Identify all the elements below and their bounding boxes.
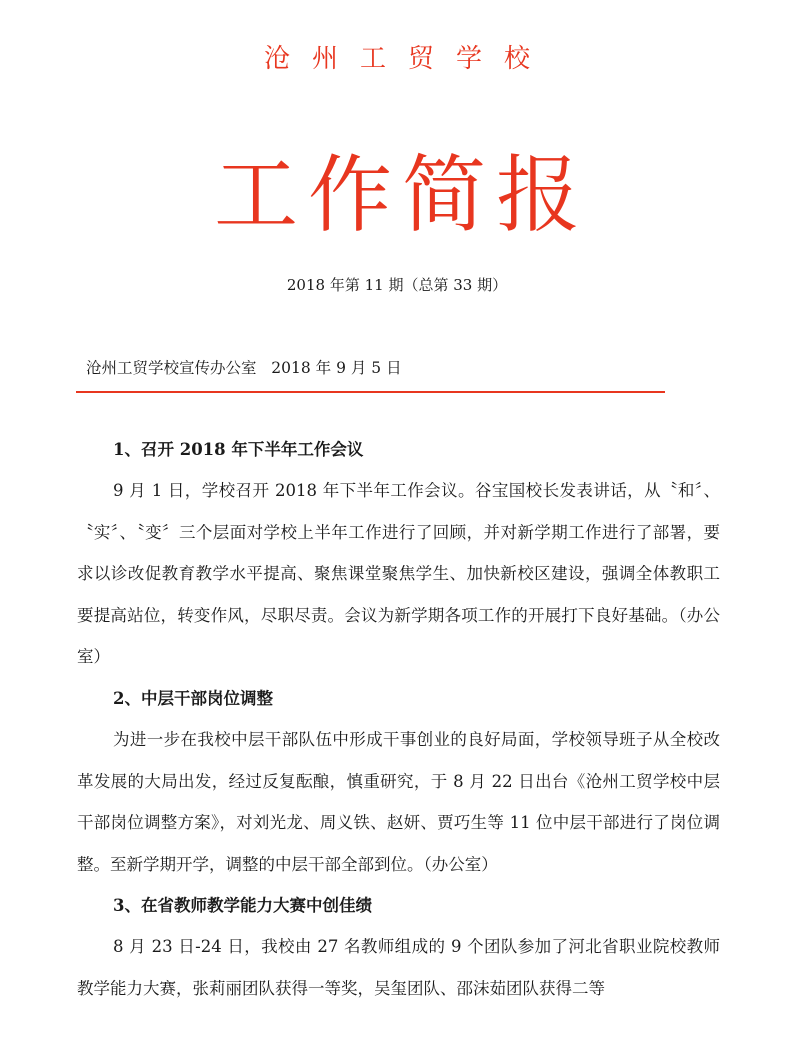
red-divider <box>76 391 665 393</box>
section-body: 8 月 23 日-24 日，我校由 27 名教师组成的 9 个团队参加了河北省职业院校教师教学能力大赛，张莉丽团队获得一等奖，吴玺团队、邵沫茹团队获得二等 <box>77 937 720 998</box>
issue-number: 2018 年第 11 期（总第 33 期） <box>286 276 508 294</box>
bulletin-content <box>77 429 720 1010</box>
section-heading: 2、中层干部岗位调整 <box>113 688 273 708</box>
publisher-and-date: 沧州工贸学校宣传办公室 2018 年 9 月 5 日 <box>86 359 402 377</box>
section-heading: 1、召开 2018 年下半年工作会议 <box>113 440 364 459</box>
section-body: 为进一步在我校中层干部队伍中形成干事创业的良好局面，学校领导班子从全校改革发展的大局出发，经过反复酝酿，慎重研究，于 8 月 22 日出台《沧州工贸学校中层干部岗位调整方案》，对刘光龙、周义铁、赵妍、贾巧生等 11 位中层干部进行了岗位调整。至新学期开学，调整的中层干部全部到位。（办公室） <box>77 729 720 874</box>
bulletin-title: 工作简报 <box>213 146 590 244</box>
section-body: 9 月 1 日，学校召开 2018 年下半年工作会议。谷宝国校长发表讲话，从〝和〞、〝实〞、〝变〞三个层面对学校上半年工作进行了回顾，并对新学期工作进行了部署，要求以诊改促教育教学水平提高、聚焦课堂聚焦学生、加快新校区建设，强调全体教职工要提高站位，转变作风，尽职尽责。会议为新学期各项工作的开展打下良好基础。（办公室） <box>77 481 720 667</box>
section-heading: 3、在省教师教学能力大赛中创佳绩 <box>113 896 372 916</box>
school-name: 沧州工贸学校 <box>263 44 552 74</box>
